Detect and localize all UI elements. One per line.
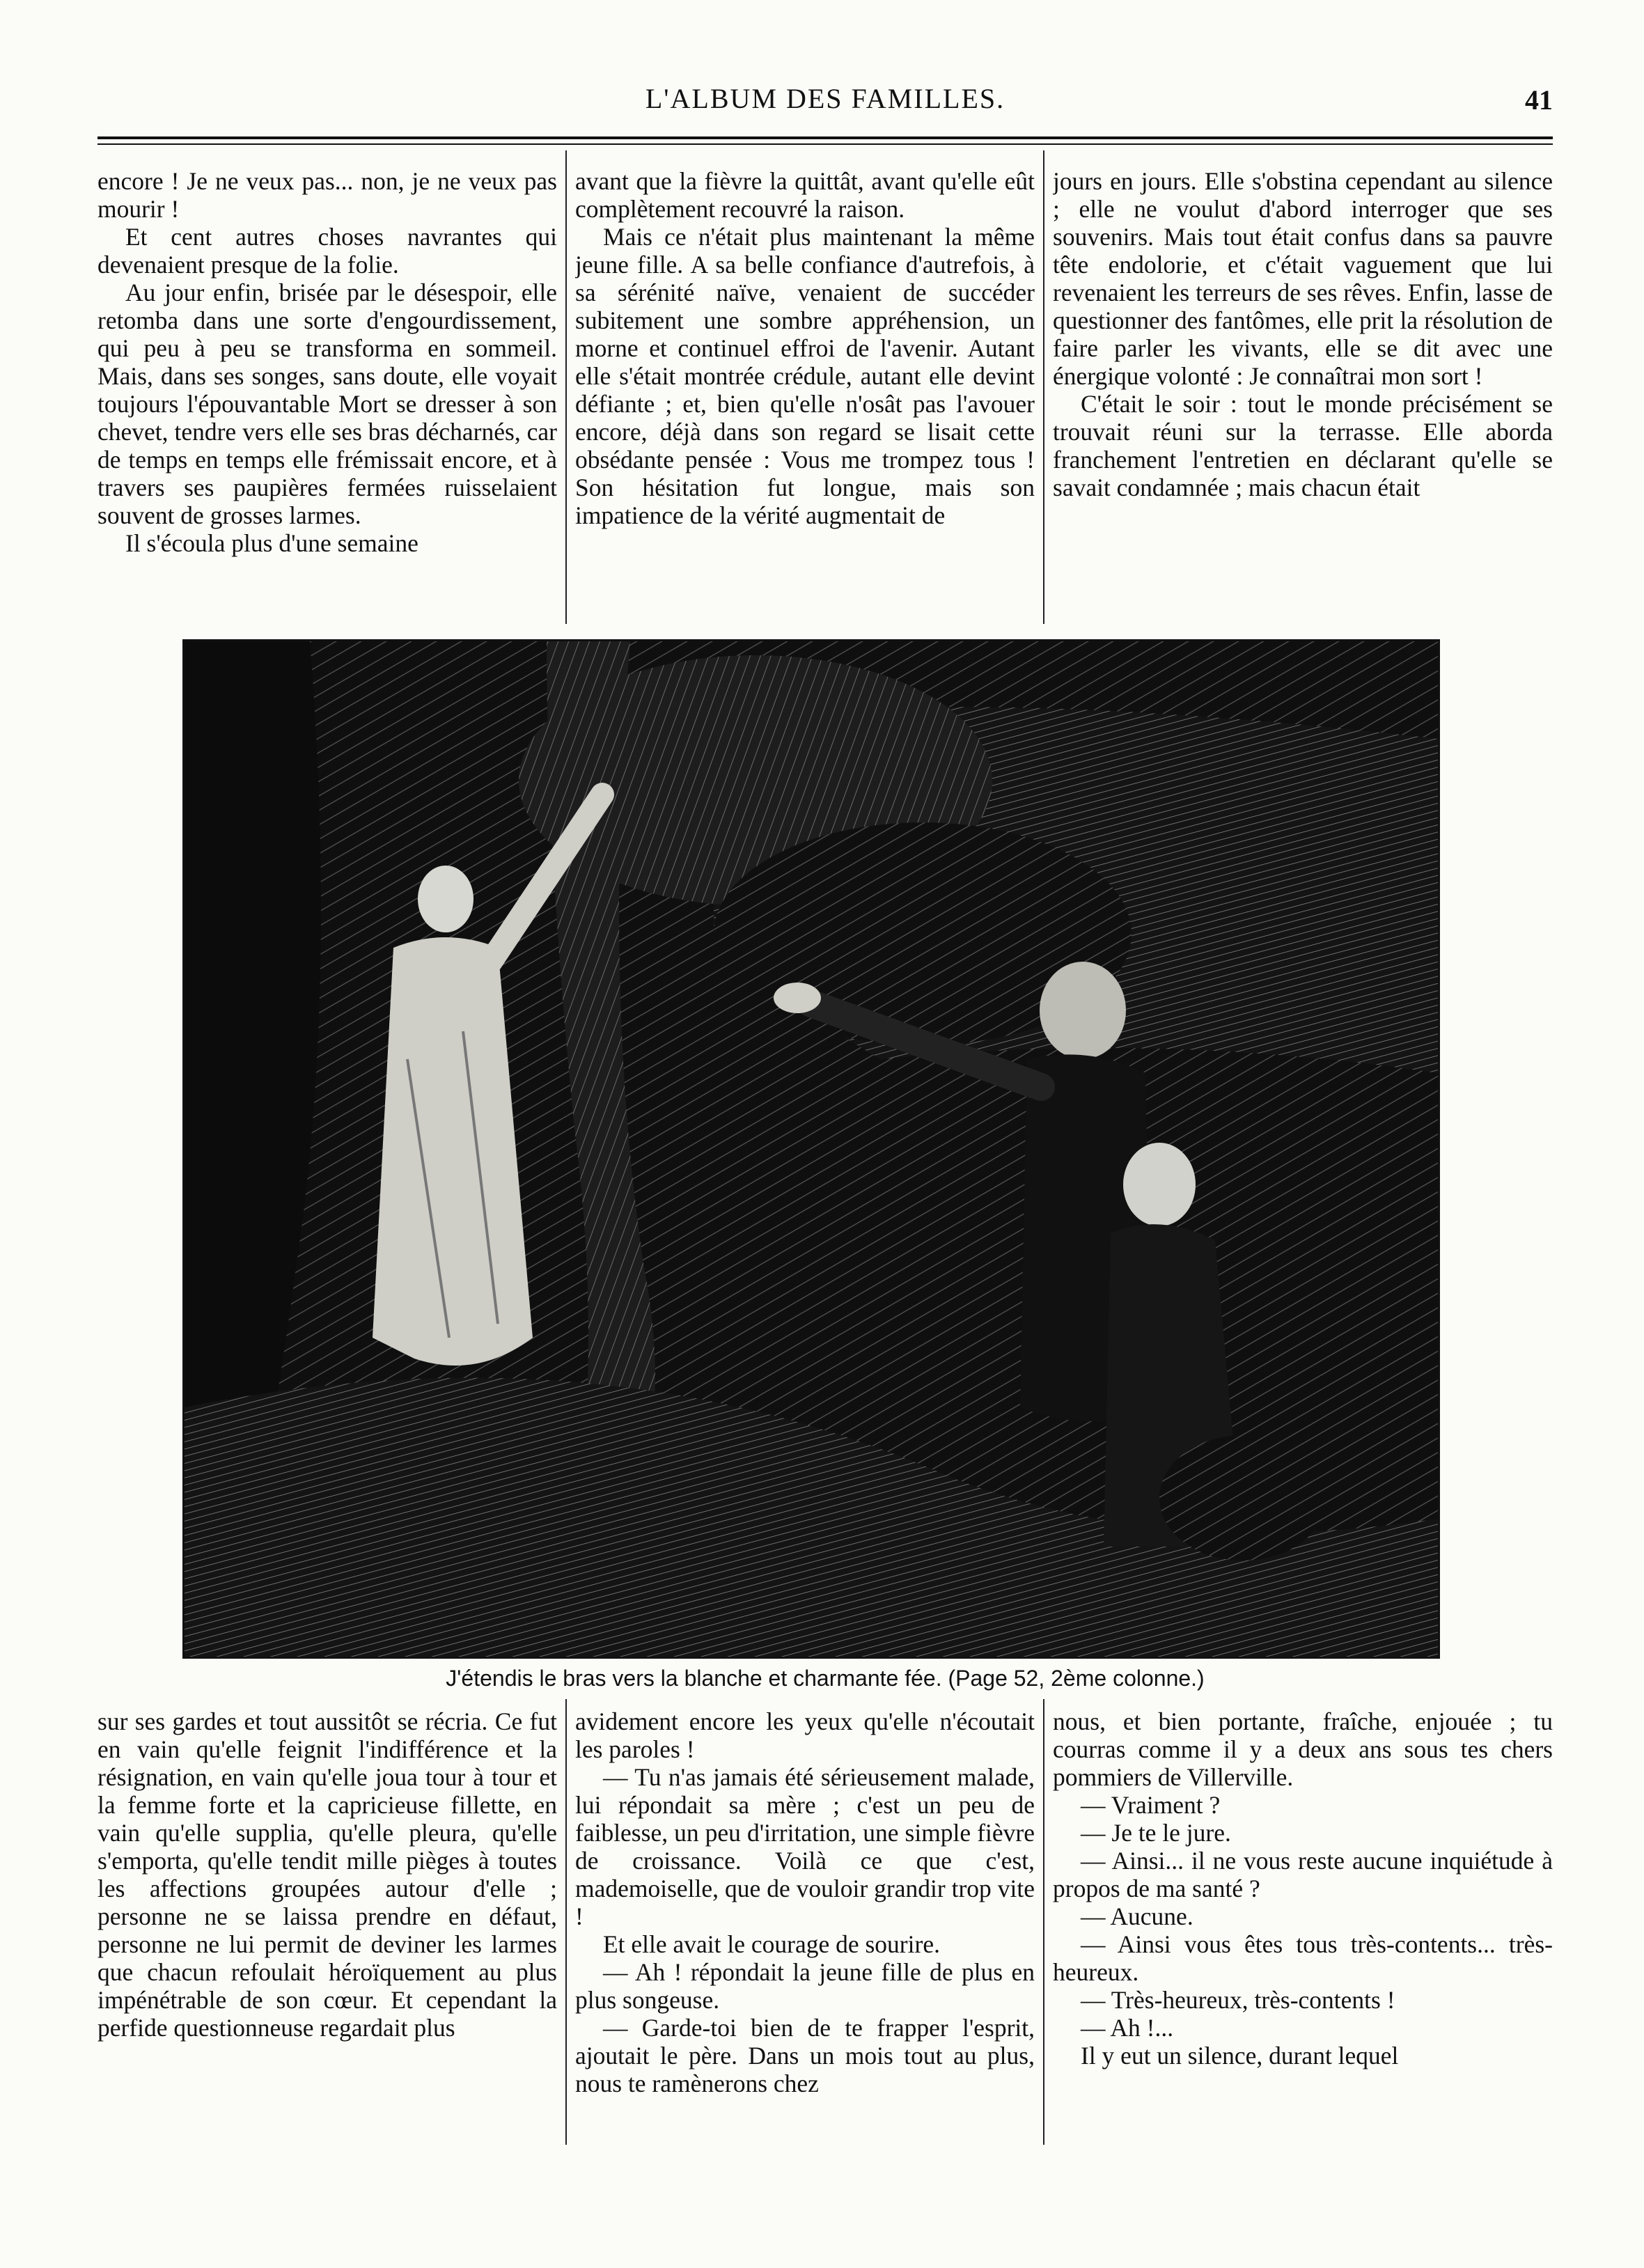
engraving-drawing	[185, 641, 1438, 1657]
engraving-illustration	[182, 639, 1440, 1659]
column-divider	[1043, 150, 1044, 624]
paragraph: Il y eut un silence, durant lequel	[1081, 2042, 1399, 2070]
paragraph: — Ainsi vous êtes tous très-contents... très-heureux.	[1053, 1930, 1553, 1986]
column-divider	[1043, 1699, 1044, 2145]
top-column-2	[575, 167, 1035, 627]
paragraph: — Tu n'as jamais été sérieusement malade, lui répondait sa mère ; c'est un peu de faiblesse, un peu d'irritation, une simple fièvre de croissance. Voilà ce que c'est, mademoiselle, que de vouloir grandir trop vite !	[575, 1763, 1035, 1930]
bottom-column-3	[1053, 1707, 1553, 2160]
paragraph: — Ainsi... il ne vous reste aucune inquiétude à propos de ma santé ?	[1053, 1847, 1553, 1902]
top-column-3	[1053, 167, 1553, 627]
column-divider	[565, 1699, 567, 2145]
paragraph: — Aucune.	[1081, 1902, 1193, 1930]
top-column-1	[97, 167, 557, 627]
paragraph: — Je te le jure.	[1081, 1819, 1231, 1847]
paragraph: encore ! Je ne veux pas... non, je ne veux pas mourir !	[97, 167, 557, 223]
paragraph: avidement encore les yeux qu'elle n'écoutait les paroles !	[575, 1707, 1035, 1763]
paragraph: avant que la fièvre la quittât, avant qu'elle eût complètement recouvré la raison.	[575, 167, 1035, 223]
page-number: 41	[1525, 84, 1553, 116]
paragraph: — Vraiment ?	[1081, 1791, 1221, 1819]
paragraph: Il s'écoula plus d'une semaine	[125, 529, 418, 557]
paragraph: — Garde-toi bien de te frapper l'esprit, ajoutait le père. Dans un mois tout au plus, nous te ramènerons chez	[575, 2014, 1035, 2097]
bottom-column-2	[575, 1707, 1035, 2160]
paragraph: sur ses gardes et tout aussitôt se récria. Ce fut en vain qu'elle feignit l'indifférence et la résignation, en vain qu'elle joua tour à tour et la femme forte et la capricieuse fillette, en vain qu'elle supplia, qu'elle pleura, qu'elle s'emporta, qu'elle tendit mille pièges à toutes les affections groupées autour d'elle ; personne ne se laissa prendre en défaut, personne ne lui permit de deviner les larmes que chacun refoulait héroïquement au plus impénétrable de son cœur. Et cependant la perfide questionneuse regardait plus	[97, 1707, 557, 2042]
paragraph: C'était le soir : tout le monde précisément se trouvait réuni sur la terrasse. Elle aborda franchement l'entretien en déclarant qu'elle se savait condamnée ; mais chacun était	[1053, 390, 1553, 501]
column-divider	[565, 150, 567, 624]
figure-caption: J'étendis le bras vers la blanche et charmante fée. (Page 52, 2ème colonne.)	[446, 1666, 1205, 1691]
paragraph: jours en jours. Elle s'obstina cependant au silence ; elle ne voulut d'abord interroger que ses souvenirs. Mais tout était confus dans sa pauvre tête endolorie, et c'était vaguement que lui revenaient les terreurs de ses rêves. Enfin, lasse de questionner des fantômes, elle prit la résolution de faire parler les vivants, elle se dit avec une énergique volonté : Je connaîtrai mon sort !	[1053, 167, 1553, 390]
header-rule-thick	[97, 136, 1553, 139]
paragraph: — Ah !...	[1081, 2014, 1174, 2042]
running-title: L'ALBUM DES FAMILLES.	[645, 83, 1005, 114]
page-header	[97, 82, 1553, 124]
paragraph: — Ah ! répondait la jeune fille de plus en plus songeuse.	[575, 1958, 1035, 2014]
paragraph: Au jour enfin, brisée par le désespoir, elle retomba dans une sorte d'engourdissement, qui peu à peu se transforma en sommeil. Mais, dans ses songes, sans doute, elle voyait toujours l'épouvantable Mort se dresser à son chevet, tendre vers elle ses bras décharnés, car de temps en temps elle frémissait encore, et à travers ses paupières fermées ruisselaient souvent de grosses larmes.	[97, 279, 557, 529]
paragraph: Et cent autres choses navrantes qui devenaient presque de la folie.	[97, 223, 557, 279]
paragraph: nous, et bien portante, fraîche, enjouée ; tu courras comme il y a deux ans sous tes chers pommiers de Villerville.	[1053, 1707, 1553, 1791]
paragraph: Mais ce n'était plus maintenant la même jeune fille. A sa belle confiance d'autrefois, à sa sérénité naïve, venaient de succéder subitement une sombre appréhension, un morne et continuel effroi de l'avenir. Autant elle s'était montrée crédule, autant elle devint défiante ; et, bien qu'elle n'osât pas l'avouer encore, déjà dans son regard se lisait cette obsédante pensée : Vous me trompez tous ! Son hésitation fut longue, mais son impatience de la vérité augmentait de	[575, 223, 1035, 529]
paragraph: Et elle avait le courage de sourire.	[603, 1930, 940, 1958]
header-rule-thin	[97, 143, 1553, 145]
bottom-column-1	[97, 1707, 557, 2160]
paragraph: — Très-heureux, très-contents !	[1081, 1986, 1395, 2014]
